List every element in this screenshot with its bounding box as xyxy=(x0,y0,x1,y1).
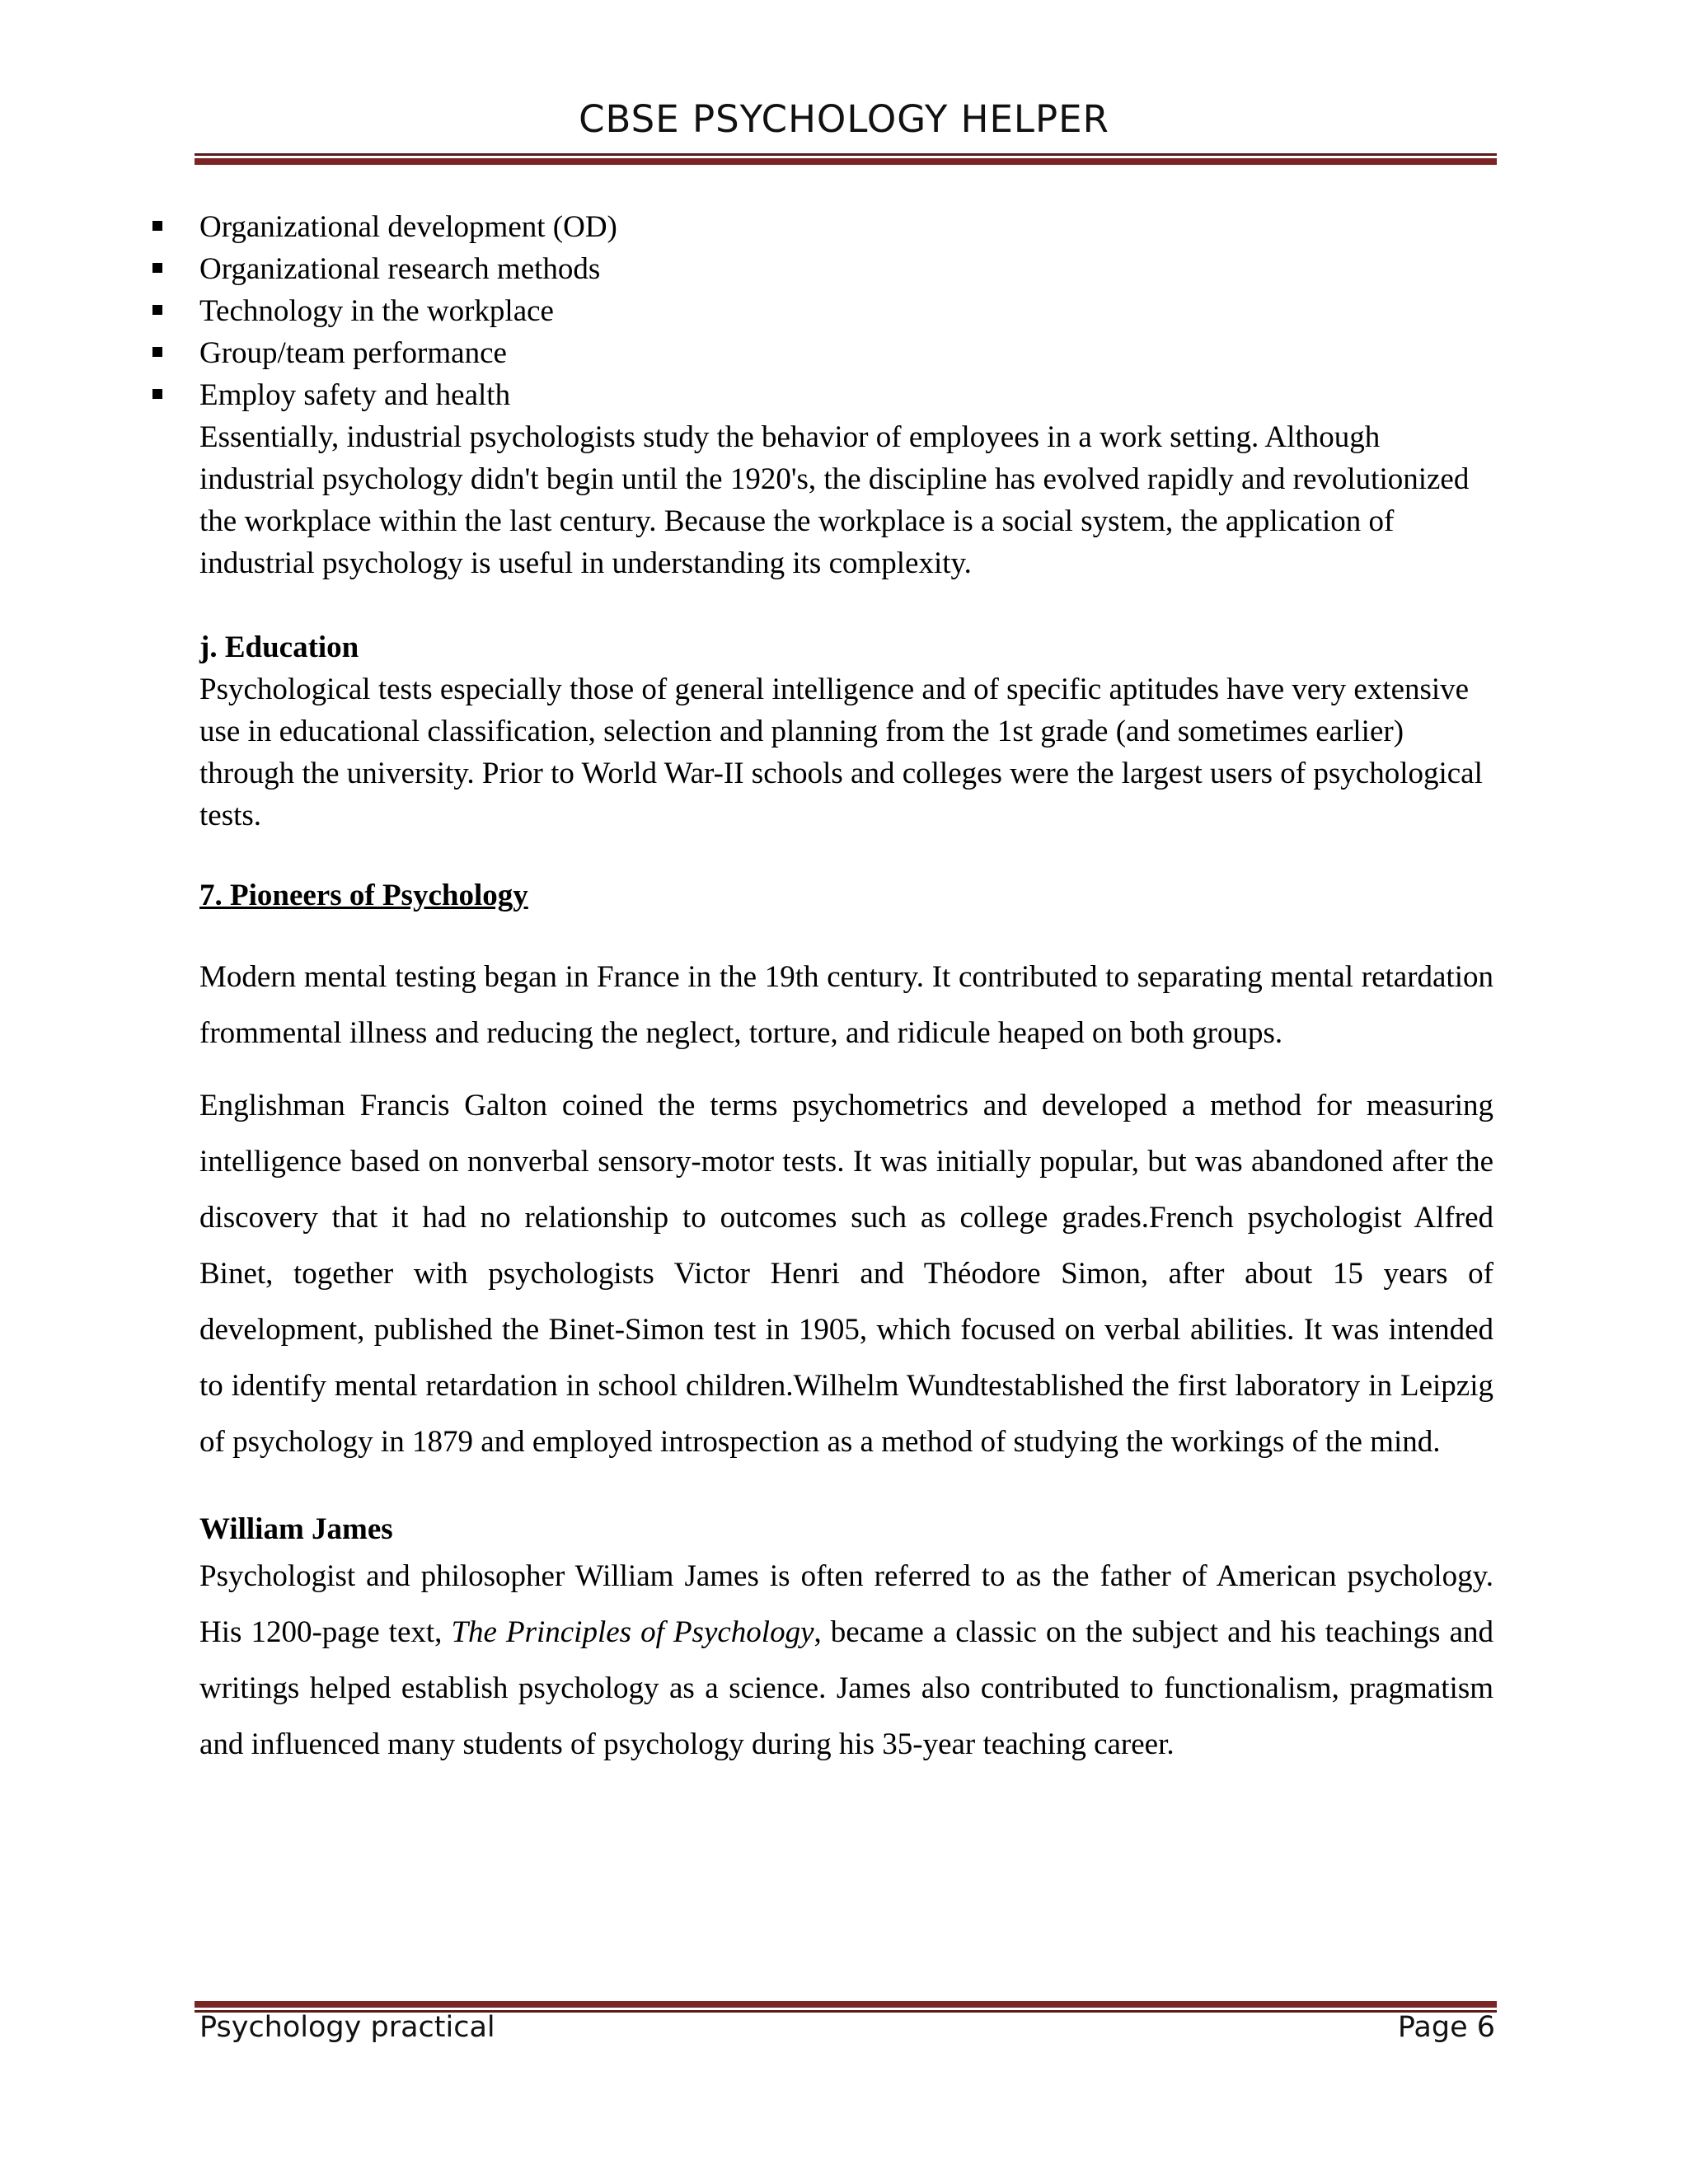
education-heading: j. Education xyxy=(199,630,359,664)
pioneers-heading: 7. Pioneers of Psychology xyxy=(199,879,528,912)
list-item: Group/team performance xyxy=(199,332,1493,374)
square-bullet-icon xyxy=(152,347,162,357)
topic-bullet-list xyxy=(199,206,1493,416)
pioneers-paragraph-1: Modern mental testing began in France in the 19th century. It contributed to separating mental retardation frommental illness and reducing the neglect, torture, and ridicule heaped on both groups. xyxy=(199,960,1493,1050)
square-bullet-icon xyxy=(152,221,162,231)
list-item: Technology in the workplace xyxy=(199,290,1493,332)
list-item: Employ safety and health xyxy=(199,374,1493,416)
pioneers-paragraph-2: Englishman Francis Galton coined the terms psychometrics and developed a method for measuring intelligence based on nonverbal sensory-motor tests. It was initially popular, but was abandoned after the discovery that it had no relationship to outcomes such as college grades.French psychologist Alfred Binet, together with psychologists Victor Henri and Théodore Simon, after about 15 years of development, published the Binet-Simon test in 1905, which focused on verbal abilities. It was intended to identify mental retardation in school children.Wilhelm Wundtestablished the first laboratory in Leipzig of psychology in 1879 and employed introspection as a method of studying the workings of the mind. xyxy=(199,1089,1493,1459)
list-item: Organizational development (OD) xyxy=(199,206,1493,248)
page-header-title: CBSE PSYCHOLOGY HELPER xyxy=(579,97,1109,141)
industrial-psychology-paragraph: Essentially, industrial psychologists study the behavior of employees in a work setting. Although industrial psychology didn't begin until the 1920's, the discipline has evolved rapidly and revolutionized the workplace within the last century. Because the workplace is a social system, the application of industrial psychology is useful in understanding its complexity. xyxy=(199,420,1470,580)
square-bullet-icon xyxy=(152,263,162,273)
footer-label: Psychology practical xyxy=(199,2011,495,2044)
page-number: Page 6 xyxy=(1397,2011,1495,2044)
square-bullet-icon xyxy=(152,389,162,399)
william-james-heading: William James xyxy=(199,1512,393,1546)
william-james-paragraph: Psychologist and philosopher William James is often referred to as the father of American psychology. His 1200-page text, The Principles of Psychology, became a classic on the subject and his teachings and writings helped establish psychology as a science. James also contributed to functionalism, pragmatism and influenced many students of psychology during his 35-year teaching career. xyxy=(199,1559,1493,1761)
education-paragraph: Psychological tests especially those of general intelligence and of specific aptitudes have very extensive use in educational classification, selection and planning from the 1st grade (and sometimes earlier) through the university. Prior to World War-II schools and colleges were the largest users of psychological tests. xyxy=(199,673,1483,832)
header-rule xyxy=(195,153,1497,165)
square-bullet-icon xyxy=(152,305,162,315)
list-item: Organizational research methods xyxy=(199,248,1493,290)
page-content xyxy=(199,206,1493,1773)
book-title: The Principles of Psychology xyxy=(451,1615,814,1649)
